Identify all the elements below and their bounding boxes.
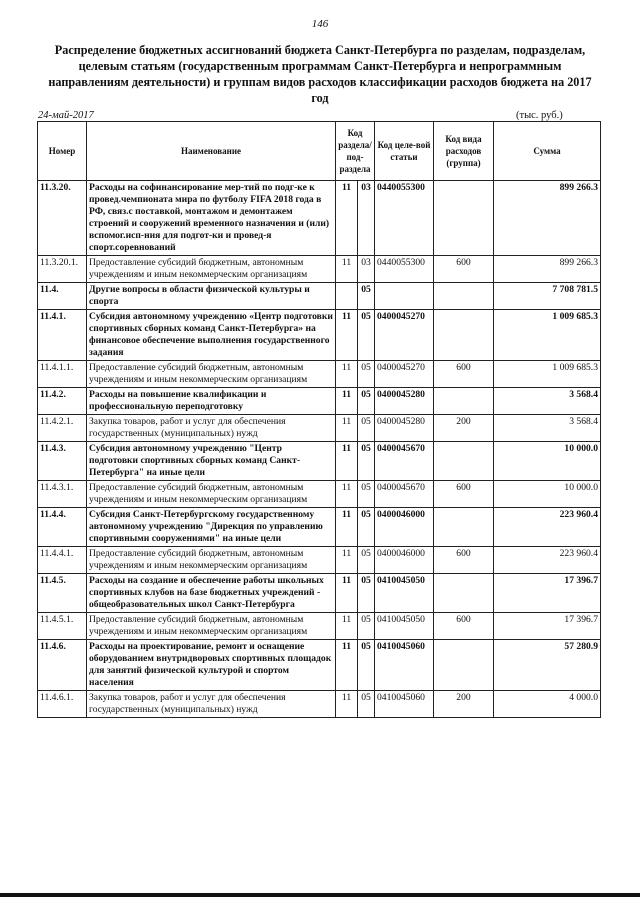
row-number: 11.4.5.1.	[38, 613, 87, 640]
header-statya: Код целе-вой статьи	[375, 122, 434, 181]
row-name: Другие вопросы в области физической культуры и спорта	[87, 283, 336, 310]
row-summa: 899 266.3	[494, 181, 601, 256]
row-vid	[434, 310, 494, 361]
row-statya: 0410045060	[375, 691, 434, 718]
row-statya: 0400045670	[375, 481, 434, 508]
row-razdel: 11	[336, 640, 358, 691]
row-summa: 3 568.4	[494, 415, 601, 442]
table-row	[38, 640, 601, 691]
row-statya: 0410045050	[375, 574, 434, 613]
row-podrazdel: 05	[358, 613, 375, 640]
row-summa: 1 009 685.3	[494, 310, 601, 361]
row-razdel: 11	[336, 310, 358, 361]
table-row	[38, 256, 601, 283]
row-vid: 200	[434, 691, 494, 718]
header-razdel: Код раздела/ под-раздела	[336, 122, 375, 181]
row-razdel: 11	[336, 388, 358, 415]
page-bottom-border	[0, 893, 640, 897]
row-summa: 4 000.0	[494, 691, 601, 718]
row-name: Субсидия автономному учреждению «Центр подготовки спортивных сборных команд Санкт-Петербурга» на финансовое обеспечение выполнения государственного задания	[87, 310, 336, 361]
row-summa: 223 960.4	[494, 547, 601, 574]
table-body	[38, 181, 601, 718]
row-name: Предоставление субсидий бюджетным, автономным учреждениям и иным некоммерческим организациям	[87, 547, 336, 574]
table-row	[38, 613, 601, 640]
row-razdel: 11	[336, 508, 358, 547]
table-row	[38, 283, 601, 310]
row-vid	[434, 181, 494, 256]
row-podrazdel: 05	[358, 310, 375, 361]
table-header-row	[38, 122, 601, 181]
row-number: 11.3.20.1.	[38, 256, 87, 283]
row-razdel: 11	[336, 442, 358, 481]
row-name: Расходы на создание и обеспечение работы школьных спортивных клубов на базе бюджетных учреждений - общеобразовательных школ Санкт-Петербурга	[87, 574, 336, 613]
row-summa: 10 000.0	[494, 442, 601, 481]
row-name: Субсидия автономному учреждению "Центр подготовки спортивных сборных команд Санкт-Петербурга" на иные цели	[87, 442, 336, 481]
row-summa: 899 266.3	[494, 256, 601, 283]
table-row	[38, 508, 601, 547]
table-row	[38, 181, 601, 256]
page-number: 146	[311, 18, 329, 30]
row-vid: 200	[434, 415, 494, 442]
row-summa: 17 396.7	[494, 613, 601, 640]
row-vid	[434, 442, 494, 481]
row-name: Расходы на проектирование, ремонт и оснащение оборудованием внутридворовых спортивных площадок для занятий физической культурой и спортом населения	[87, 640, 336, 691]
row-name: Субсидия Санкт-Петербургскому государственному автономному учреждению "Дирекция по управлению спортивными сооружениями" на иные цели	[87, 508, 336, 547]
row-number: 11.4.5.	[38, 574, 87, 613]
row-summa: 57 280.9	[494, 640, 601, 691]
row-name: Расходы на софинансирование мер-тий по подг-ке к провед.чемпионата мира по футболу FIFA 2018 года в РФ, связ.с поставкой, монтажом и демонтажем строений и сооружений временного назначения и (или) вспомог.исп-ния для подгот-ки и провед-я спорт.соревнований	[87, 181, 336, 256]
header-vid: Код вида расходов (группа)	[434, 122, 494, 181]
row-summa: 1 009 685.3	[494, 361, 601, 388]
table-row	[38, 415, 601, 442]
row-razdel: 11	[336, 361, 358, 388]
row-name: Предоставление субсидий бюджетным, автономным учреждениям и иным некоммерческим организациям	[87, 361, 336, 388]
row-podrazdel: 05	[358, 508, 375, 547]
row-razdel	[336, 283, 358, 310]
row-statya: 0440055300	[375, 181, 434, 256]
row-name: Предоставление субсидий бюджетным, автономным учреждениям и иным некоммерческим организациям	[87, 613, 336, 640]
row-vid	[434, 640, 494, 691]
row-statya: 0440055300	[375, 256, 434, 283]
table-row	[38, 547, 601, 574]
row-podrazdel: 05	[358, 547, 375, 574]
table-row	[38, 574, 601, 613]
row-razdel: 11	[336, 574, 358, 613]
row-razdel: 11	[336, 181, 358, 256]
row-number: 11.4.6.	[38, 640, 87, 691]
row-statya: 0400046000	[375, 508, 434, 547]
row-summa: 223 960.4	[494, 508, 601, 547]
row-podrazdel: 03	[358, 256, 375, 283]
row-number: 11.4.1.	[38, 310, 87, 361]
row-vid: 600	[434, 481, 494, 508]
budget-table	[37, 121, 601, 718]
row-statya: 0400045270	[375, 361, 434, 388]
row-name: Закупка товаров, работ и услуг для обеспечения государственных (муниципальных) нужд	[87, 415, 336, 442]
row-vid	[434, 574, 494, 613]
row-name: Закупка товаров, работ и услуг для обеспечения государственных (муниципальных) нужд	[87, 691, 336, 718]
row-podrazdel: 05	[358, 640, 375, 691]
units-label: (тыс. руб.)	[516, 110, 563, 121]
row-podrazdel: 05	[358, 574, 375, 613]
row-razdel: 11	[336, 481, 358, 508]
row-podrazdel: 05	[358, 481, 375, 508]
row-number: 11.4.4.1.	[38, 547, 87, 574]
header-summa: Сумма	[494, 122, 601, 181]
row-name: Предоставление субсидий бюджетным, автономным учреждениям и иным некоммерческим организациям	[87, 256, 336, 283]
table-row	[38, 388, 601, 415]
row-number: 11.4.	[38, 283, 87, 310]
row-podrazdel: 03	[358, 181, 375, 256]
row-statya: 0400045270	[375, 310, 434, 361]
row-statya: 0400046000	[375, 547, 434, 574]
header-nomer: Номер	[38, 122, 87, 181]
row-podrazdel: 05	[358, 691, 375, 718]
row-podrazdel: 05	[358, 283, 375, 310]
row-number: 11.4.2.	[38, 388, 87, 415]
row-statya: 0410045060	[375, 640, 434, 691]
row-number: 11.4.3.1.	[38, 481, 87, 508]
row-statya: 0410045050	[375, 613, 434, 640]
row-vid: 600	[434, 256, 494, 283]
row-summa: 17 396.7	[494, 574, 601, 613]
row-statya: 0400045670	[375, 442, 434, 481]
table-row	[38, 481, 601, 508]
row-razdel: 11	[336, 415, 358, 442]
table-row	[38, 310, 601, 361]
row-razdel: 11	[336, 547, 358, 574]
header-naimenovanie: Наименование	[87, 122, 336, 181]
row-vid	[434, 388, 494, 415]
row-razdel: 11	[336, 691, 358, 718]
table-row	[38, 691, 601, 718]
row-number: 11.4.3.	[38, 442, 87, 481]
row-number: 11.4.6.1.	[38, 691, 87, 718]
row-podrazdel: 05	[358, 388, 375, 415]
row-podrazdel: 05	[358, 442, 375, 481]
row-number: 11.3.20.	[38, 181, 87, 256]
row-podrazdel: 05	[358, 415, 375, 442]
row-number: 11.4.1.1.	[38, 361, 87, 388]
row-name: Расходы на повышение квалификации и профессиональную переподготовку	[87, 388, 336, 415]
row-number: 11.4.4.	[38, 508, 87, 547]
table-row	[38, 442, 601, 481]
document-date: 24-май-2017	[38, 110, 94, 121]
row-summa: 7 708 781.5	[494, 283, 601, 310]
row-vid	[434, 283, 494, 310]
row-name: Предоставление субсидий бюджетным, автономным учреждениям и иным некоммерческим организациям	[87, 481, 336, 508]
row-summa: 3 568.4	[494, 388, 601, 415]
row-summa: 10 000.0	[494, 481, 601, 508]
row-razdel: 11	[336, 613, 358, 640]
row-vid: 600	[434, 361, 494, 388]
row-razdel: 11	[336, 256, 358, 283]
row-vid	[434, 508, 494, 547]
row-statya: 0400045280	[375, 415, 434, 442]
row-vid: 600	[434, 613, 494, 640]
row-number: 11.4.2.1.	[38, 415, 87, 442]
document-title: Распределение бюджетных ассигнований бюджета Санкт-Петербурга по разделам, подразделам, целевым статьям (государственным программам Санкт-Петербурга и непрограммным направлениям деятельности) и группам видов расходов классификации расходов бюджета на 2017 год	[48, 43, 592, 105]
row-podrazdel: 05	[358, 361, 375, 388]
row-statya	[375, 283, 434, 310]
table-row	[38, 361, 601, 388]
row-statya: 0400045280	[375, 388, 434, 415]
row-vid: 600	[434, 547, 494, 574]
